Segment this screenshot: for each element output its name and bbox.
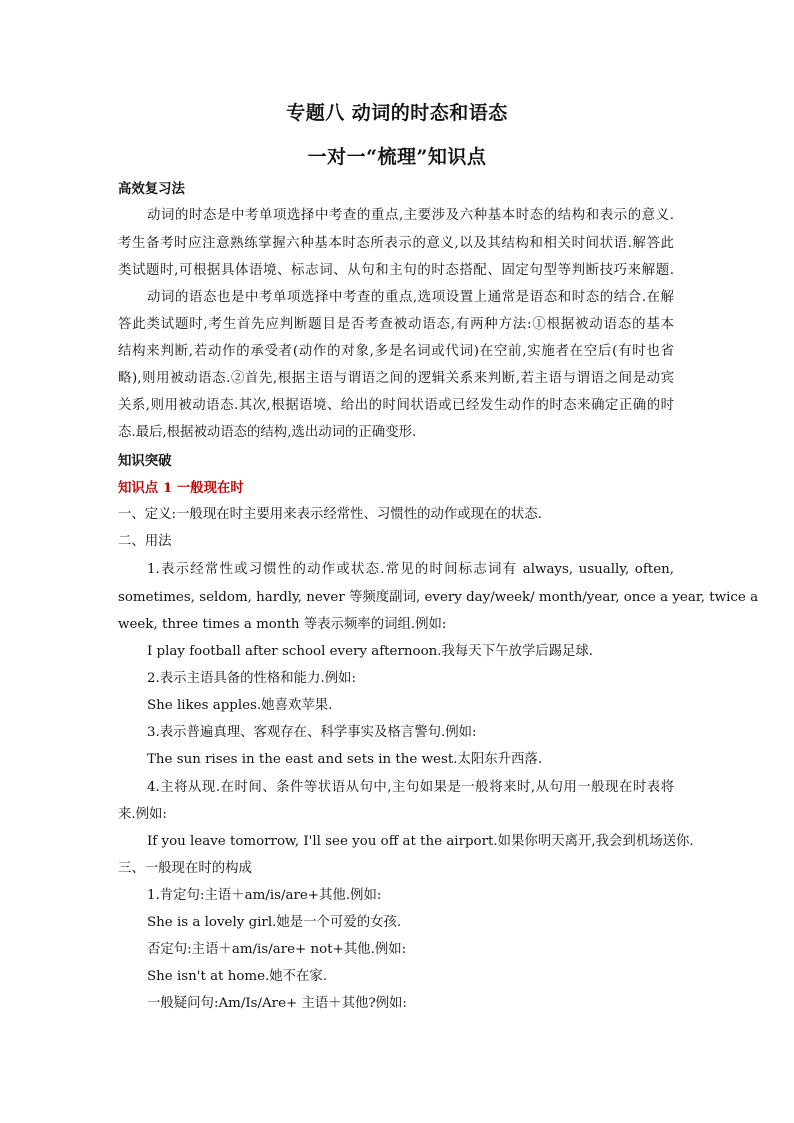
document-title: 专题八 动词的时态和语态 [286, 102, 508, 124]
paragraph-line: 类试题时,可根据具体语境、标志词、从句和主句的时态搭配、固定句型等判断技巧来解题. [118, 263, 674, 278]
paragraph-line: 动词的语态也是中考单项选择中考查的重点,选项设置上通常是语态和时态的结合.在解 [147, 290, 674, 305]
usage-line: 1.表示经常性或习惯性的动作或状态.常见的时间标志词有 always, usually, often, [147, 562, 674, 577]
definition-line: 一、定义:一般现在时主要用来表示经常性、习惯性的动作或现在的状态. [118, 507, 542, 522]
usage-line: 4.主将从现.在时间、条件等状语从句中,主句如果是一般将来时,从句用一般现在时表将 [147, 780, 674, 795]
form-line: 否定句:主语＋am/is/are+ not+其他.例如: [147, 942, 407, 957]
paragraph-line: 动词的时态是中考单项选择中考查的重点,主要涉及六种基本时态的结构和表示的意义. [147, 208, 674, 223]
usage-line: week, three times a month 等表示频率的词组.例如: [118, 617, 447, 632]
paragraph-line: 态.最后,根据被动语态的结构,选出动词的正确变形. [118, 425, 417, 440]
form-heading: 三、一般现在时的构成 [118, 861, 252, 876]
example-line: She likes apples.她喜欢苹果. [147, 698, 333, 713]
usage-heading: 二、用法 [118, 534, 172, 549]
usage-line: 2.表示主语具备的性格和能力.例如: [147, 671, 357, 686]
knowledge-point-heading: 知识点 1 一般现在时 [118, 480, 244, 496]
usage-line: 3.表示普遍真理、客观存在、科学事实及格言警句.例如: [147, 725, 477, 740]
usage-line: sometimes, seldom, hardly, never 等频度副词, every day/week/ month/year, once a year, twice a [118, 590, 759, 605]
paragraph-line: 关系,则用被动语态.其次,根据语境、给出的时间状语或已经发生动作的时态来确定正确的时 [118, 398, 674, 413]
section-heading-knowledge: 知识突破 [118, 453, 172, 469]
example-line: I play football after school every afternoon.我每天下午放学后踢足球. [147, 644, 594, 659]
section-heading-method: 高效复习法 [118, 181, 185, 197]
example-line: The sun rises in the east and sets in the west.太阳东升西落. [147, 752, 543, 767]
document-subtitle: 一对一“梳理”知识点 [307, 146, 487, 168]
paragraph-line: 考生备考时应注意熟练掌握六种基本时态所表示的意义,以及其结构和相关时间状语.解答此 [118, 236, 674, 251]
paragraph-line: 结构来判断,若动作的承受者(动作的对象,多是名词或代词)在空前,实施者在空后(有时也省 [118, 344, 674, 359]
example-line: She is a lovely girl.她是一个可爱的女孩. [147, 915, 402, 930]
paragraph-line: 略),则用被动语态.②首先,根据主语与谓语之间的逻辑关系来判断,若主语与谓语之间是动宾 [118, 371, 674, 386]
paragraph-line: 答此类试题时,考生首先应判断题目是否考查被动语态,有两种方法:①根据被动语态的基本 [118, 317, 674, 332]
example-line: She isn't at home.她不在家. [147, 969, 328, 984]
form-line: 1.肯定句:主语＋am/is/are+其他.例如: [147, 888, 382, 903]
form-line: 一般疑问句:Am/Is/Are+ 主语＋其他?例如: [147, 996, 407, 1011]
usage-line: 来.例如: [118, 807, 167, 822]
example-line: If you leave tomorrow, I'll see you off at the airport.如果你明天离开,我会到机场送你. [147, 834, 694, 849]
